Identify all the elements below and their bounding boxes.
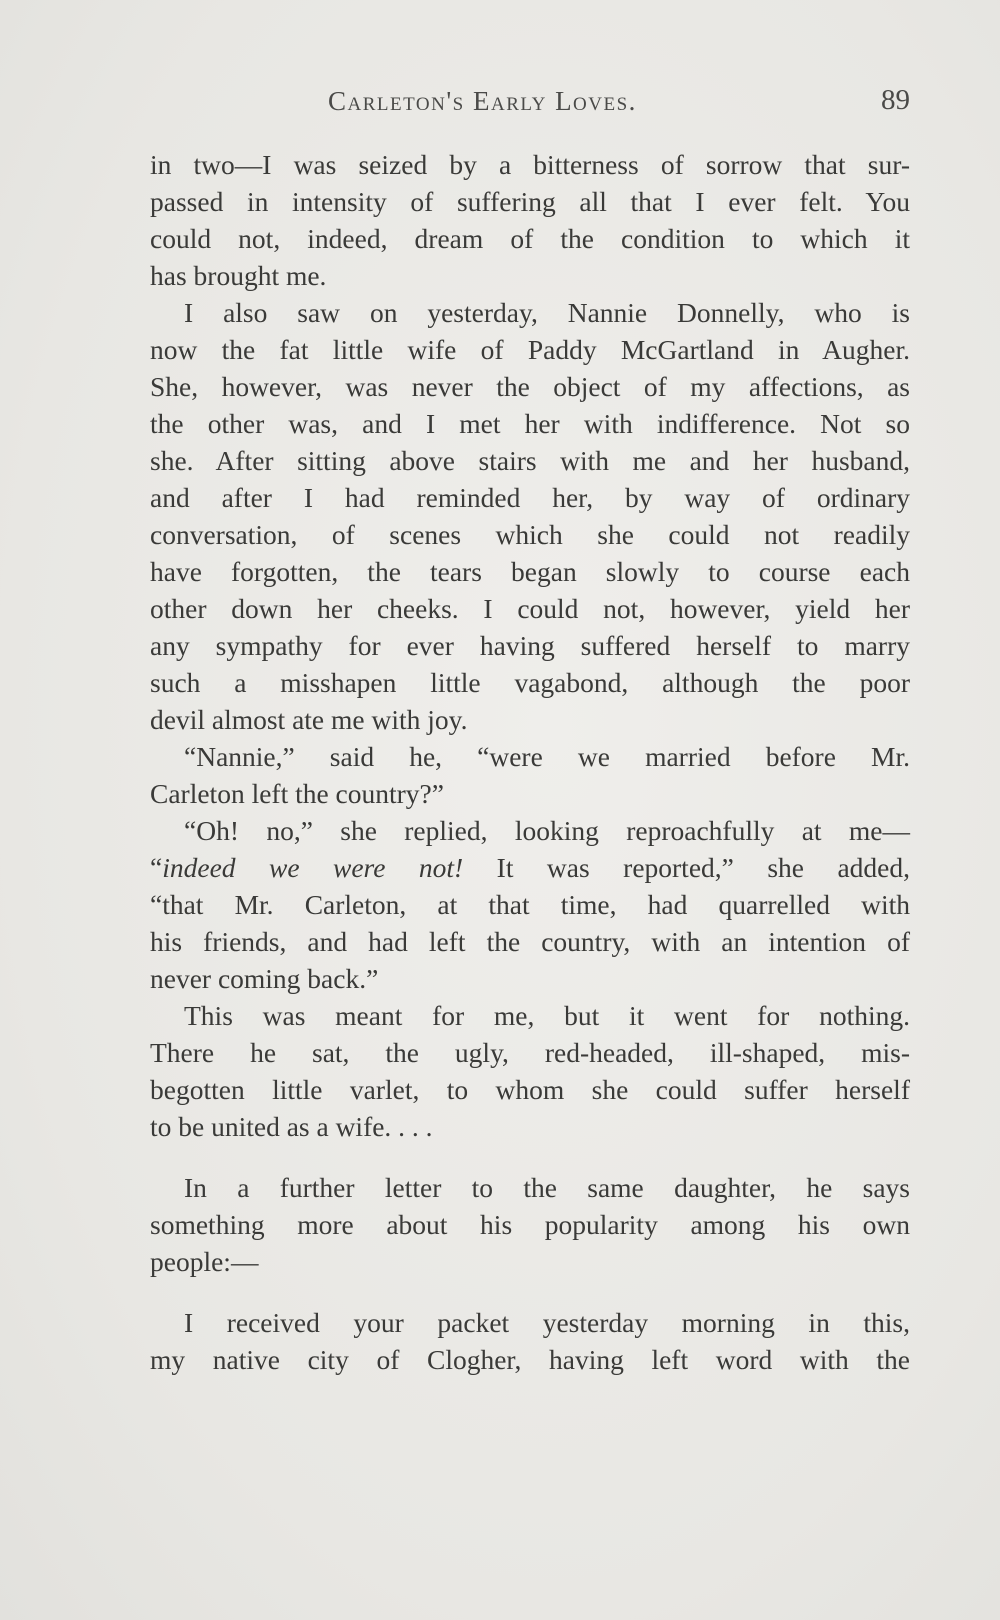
text-line: I received your packet yesterday morning in this, bbox=[184, 1307, 910, 1338]
text-line-with-italic bbox=[150, 849, 910, 886]
paragraph-6 bbox=[150, 1169, 910, 1280]
text-line: have forgotten, the tears began slowly to course each bbox=[150, 556, 910, 587]
paragraph-3 bbox=[150, 738, 910, 812]
text-line: to be united as a wife. . . . bbox=[150, 1111, 433, 1142]
line-rest: It was reported,” she added, bbox=[463, 852, 910, 883]
text-line: my native city of Clogher, having left word with the bbox=[150, 1344, 910, 1375]
text-line: begotten little varlet, to whom she could suffer herself bbox=[150, 1074, 910, 1105]
italic-phrase: indeed we were not! bbox=[162, 852, 464, 883]
text-line: “Oh! no,” she replied, looking reproachfully at me— bbox=[184, 815, 910, 846]
text-line: never coming back.” bbox=[150, 963, 379, 994]
paragraph-5 bbox=[150, 997, 910, 1145]
text-line: has brought me. bbox=[150, 260, 327, 291]
text-line: could not, indeed, dream of the condition to which it bbox=[150, 223, 910, 254]
text-line: the other was, and I met her with indifference. Not so bbox=[150, 408, 910, 439]
text-line: she. After sitting above stairs with me and her husband, bbox=[150, 445, 910, 476]
text-line: There he sat, the ugly, red-headed, ill-shaped, mis- bbox=[150, 1037, 910, 1068]
text-line: now the fat little wife of Paddy McGartland in Augher. bbox=[150, 334, 910, 365]
text-line: his friends, and had left the country, with an intention of bbox=[150, 926, 910, 957]
running-title: Carleton's Early Loves. bbox=[328, 86, 637, 116]
text-line: She, however, was never the object of my affections, as bbox=[150, 371, 910, 402]
body-text bbox=[150, 146, 910, 1378]
text-line: something more about his popularity among his own bbox=[150, 1209, 910, 1240]
paragraph-1 bbox=[150, 146, 910, 294]
text-line: conversation, of scenes which she could not readily bbox=[150, 519, 910, 550]
text-line: In a further letter to the same daughter, he says bbox=[184, 1172, 910, 1203]
text-line: passed in intensity of suffering all that I ever felt. You bbox=[150, 186, 910, 217]
paragraph-7 bbox=[150, 1304, 910, 1378]
text-line: in two—I was seized by a bitterness of sorrow that sur- bbox=[150, 149, 910, 180]
text-line: any sympathy for ever having suffered herself to marry bbox=[150, 630, 910, 661]
text-line: and after I had reminded her, by way of ordinary bbox=[150, 482, 910, 513]
text-line: such a misshapen little vagabond, although the poor bbox=[150, 667, 910, 698]
text-line: other down her cheeks. I could not, however, yield her bbox=[150, 593, 910, 624]
text-line: “Nannie,” said he, “were we married before Mr. bbox=[184, 741, 910, 772]
text-line: Carleton left the country?” bbox=[150, 778, 444, 809]
text-line: “that Mr. Carleton, at that time, had quarrelled with bbox=[150, 889, 910, 920]
text-line: people:— bbox=[150, 1246, 259, 1277]
paragraph-4 bbox=[150, 812, 910, 997]
text-line: devil almost ate me with joy. bbox=[150, 704, 468, 735]
text-line: This was meant for me, but it went for nothing. bbox=[184, 1000, 910, 1031]
page-header bbox=[150, 86, 910, 126]
page-number: 89 bbox=[881, 84, 910, 116]
text-line: I also saw on yesterday, Nannie Donnelly, who is bbox=[184, 297, 910, 328]
paragraph-2 bbox=[150, 294, 910, 738]
quote-open: “ bbox=[150, 852, 163, 883]
